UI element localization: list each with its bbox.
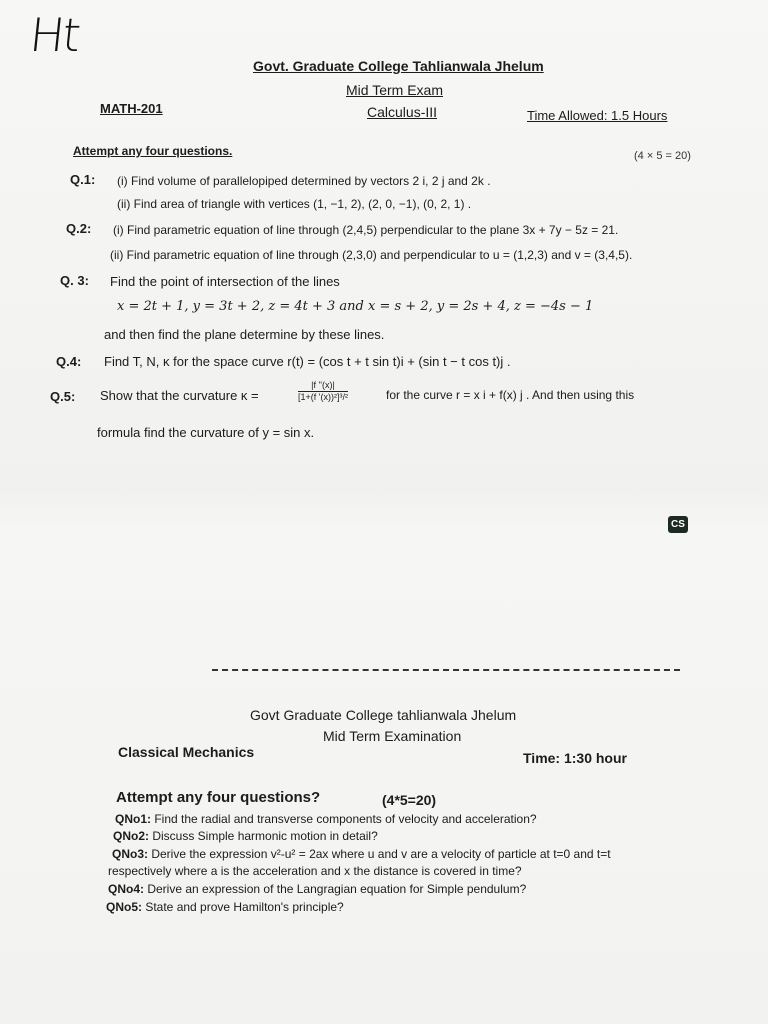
exam2-q2-label: QNo2: <box>113 829 149 843</box>
q3-label: Q. 3: <box>60 273 89 288</box>
exam1-course-code: MATH-201 <box>100 101 163 116</box>
exam2-q5-text: State and prove Hamilton's principle? <box>142 900 344 914</box>
exam2-q5-label: QNo5: <box>106 900 142 914</box>
page-divider <box>212 669 680 671</box>
exam2-q3-label: QNo3: <box>112 847 148 861</box>
exam2-q4-label: QNo4: <box>108 882 144 896</box>
q3-line-2: x = 2t + 1, y = 3t + 2, z = 4t + 3 and x = s + 2, y = 2s + 4, z = −4s − 1 <box>117 299 594 314</box>
exam2-marks: (4*5=20) <box>382 792 437 808</box>
exam2-question-4 <box>108 882 526 896</box>
exam2-instruction: Attempt any four questions? <box>116 789 321 806</box>
exam2-subject: Classical Mechanics <box>118 744 255 760</box>
q4-label: Q.4: <box>56 354 82 369</box>
exam2-college: Govt Graduate College tahlianwala Jhelum <box>250 707 517 723</box>
q5-text-start: Show that the curvature κ = <box>100 388 259 403</box>
exam2-q3-text: Derive the expression v²-u² = 2ax where u and v are a velocity of particle at t=0 and t=t <box>148 847 611 861</box>
q2-label: Q.2: <box>66 221 92 236</box>
q3-line-1: Find the point of intersection of the lines <box>110 274 340 289</box>
exam1-marks: (4 × 5 = 20) <box>634 150 691 162</box>
q2-part-ii: (ii) Find parametric equation of line through (2,3,0) and perpendicular to u = (1,2,3) and v = (3,4,5). <box>110 248 633 262</box>
exam1-college: Govt. Graduate College Tahlianwala Jhelum <box>253 58 544 74</box>
q4-text: Find T, N, κ for the space curve r(t) = (cos t + t sin t)i + (sin t − t cos t)j . <box>104 354 511 369</box>
exam1-title: Mid Term Exam <box>346 82 443 98</box>
exam2-title: Mid Term Examination <box>323 728 462 744</box>
q3-line-3: and then find the plane determine by these lines. <box>104 327 385 342</box>
q5-label: Q.5: <box>50 389 76 404</box>
q5-fraction-denominator: [1+(f '(x))²]³/² <box>298 392 348 402</box>
q1-label: Q.1: <box>70 172 96 187</box>
q5-fraction-numerator: |f ''(x)| <box>298 380 348 392</box>
exam2-question-1 <box>115 812 537 826</box>
exam2-question-2 <box>113 829 378 843</box>
exam1-time-allowed: Time Allowed: 1.5 Hours <box>527 108 668 123</box>
exam2-q1-label: QNo1: <box>115 812 151 826</box>
exam1-subject: Calculus-III <box>367 104 438 120</box>
q2-part-i: (i) Find parametric equation of line through (2,4,5) perpendicular to the plane 3x + 7y − 5z = 21. <box>113 223 619 237</box>
q1-part-ii: (ii) Find area of triangle with vertices (1, −1, 2), (2, 0, −1), (0, 2, 1) . <box>117 197 472 211</box>
q1-part-i: (i) Find volume of parallelopiped determined by vectors 2 i, 2 j and 2k . <box>117 174 491 188</box>
exam2-question-3 <box>112 847 611 861</box>
exam2-q1-text: Find the radial and transverse components of velocity and acceleration? <box>151 812 537 826</box>
q5-text-curve: for the curve r = x i + f(x) j . And then using this <box>386 388 635 402</box>
q5-curvature-fraction <box>298 380 348 403</box>
q5-text-end: formula find the curvature of y = sin x. <box>97 425 315 440</box>
exam2-time: Time: 1:30 hour <box>523 750 627 766</box>
exam1-instruction: Attempt any four questions. <box>73 144 233 158</box>
exam2-q4-text: Derive an expression of the Langragian equation for Simple pendulum? <box>144 882 527 896</box>
exam2-question-5 <box>106 900 344 914</box>
handwritten-mark: Ht <box>27 8 82 62</box>
exam2-question-3-cont: respectively where a is the acceleration and x the distance is covered in time? <box>108 864 522 878</box>
camscanner-logo: CS <box>668 516 688 533</box>
exam2-q2-text: Discuss Simple harmonic motion in detail? <box>149 829 378 843</box>
